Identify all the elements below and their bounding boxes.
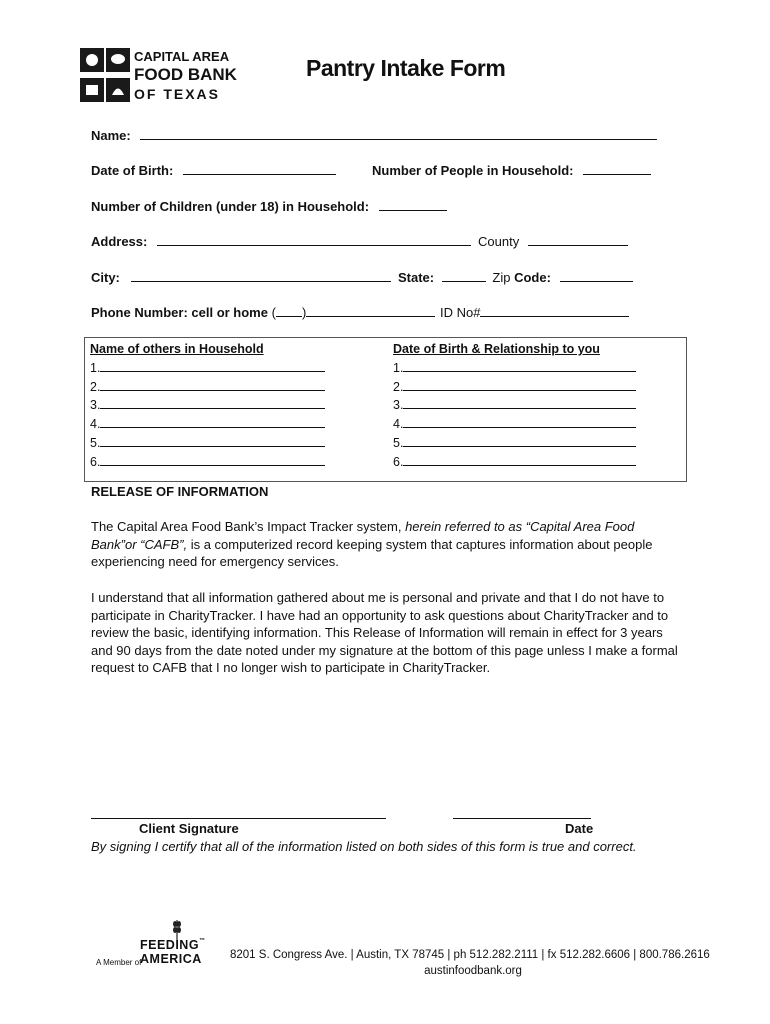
america-text: AMERICA bbox=[140, 952, 202, 966]
household-dob-entry[interactable] bbox=[393, 453, 636, 472]
household-dob-column bbox=[393, 341, 636, 472]
certification-text: By signing I certify that all of the information listed on both sides of this form is true and correct. bbox=[91, 839, 637, 854]
release-p1-italic: herein referred to as “Capital Area Food Bank”or “CAFB”, bbox=[91, 519, 635, 552]
trademark: ™ bbox=[199, 938, 206, 944]
release-heading: RELEASE OF INFORMATION bbox=[91, 484, 269, 499]
entry-number: 4. bbox=[393, 417, 404, 432]
entry-number: 1. bbox=[90, 360, 101, 375]
dob-label: Date of Birth: bbox=[91, 163, 174, 178]
client-signature-label: Client Signature bbox=[139, 821, 239, 836]
name-label: Name: bbox=[91, 128, 131, 143]
household-name-field[interactable] bbox=[100, 453, 325, 466]
county-field[interactable] bbox=[528, 233, 628, 246]
state-label: State: bbox=[398, 270, 435, 285]
household-name-entry[interactable] bbox=[90, 434, 325, 453]
household-count-field[interactable] bbox=[583, 162, 651, 175]
household-name-field[interactable] bbox=[100, 378, 325, 391]
household-count-label: Number of People in Household: bbox=[372, 163, 574, 178]
phone-label: Phone Number: cell or home bbox=[91, 305, 268, 320]
logo-line-3: OF TEXAS bbox=[134, 86, 221, 102]
household-dob-entry[interactable] bbox=[393, 434, 636, 453]
household-dob-field[interactable] bbox=[403, 359, 636, 372]
household-dob-field[interactable] bbox=[403, 434, 636, 447]
date-signature-line[interactable] bbox=[453, 818, 591, 819]
food-bank-logo-icon bbox=[80, 48, 130, 102]
logo-line-2: FOOD BANK bbox=[134, 65, 237, 84]
household-name-entry[interactable] bbox=[90, 378, 325, 397]
children-field[interactable] bbox=[379, 198, 447, 211]
name-row bbox=[91, 127, 657, 144]
logo-line-1: CAPITAL AREA bbox=[134, 49, 230, 64]
household-name-field[interactable] bbox=[100, 359, 325, 372]
household-dob-field[interactable] bbox=[403, 453, 636, 466]
city-field[interactable] bbox=[131, 269, 391, 282]
entry-number: 2. bbox=[393, 379, 404, 394]
entry-number: 1. bbox=[393, 360, 404, 375]
entry-number: 3. bbox=[393, 398, 404, 413]
children-label: Number of Children (under 18) in Household: bbox=[91, 199, 370, 214]
zip-field[interactable] bbox=[560, 269, 633, 282]
household-dob-header: Date of Birth & Relationship to you bbox=[393, 342, 600, 356]
id-label: ID No# bbox=[440, 305, 481, 320]
county-row bbox=[478, 233, 628, 250]
date-label: Date bbox=[565, 821, 594, 836]
household-name-entry[interactable] bbox=[90, 453, 325, 472]
dob-field[interactable] bbox=[183, 162, 336, 175]
release-p1-start: The Capital Area Food Bank’s Impact Tracker system, bbox=[91, 519, 406, 534]
household-table bbox=[84, 337, 687, 482]
address-field[interactable] bbox=[157, 233, 471, 246]
children-row bbox=[91, 198, 447, 215]
release-paragraph-2: I understand that all information gathered about me is personal and private and that I do not have to participate in CharityTracker. I have had an opportunity to ask questions about CharityTracker and to review the basic, identifying information. This Release of Information will remain in effect for 3 years and 90 days from the date noted under my signature at the bottom of this page unless I make a formal request to CAFB that I no longer wish to participate in CharityTracker. bbox=[91, 590, 678, 675]
county-label: County bbox=[478, 234, 520, 249]
page-title: Pantry Intake Form bbox=[306, 55, 506, 81]
household-name-field[interactable] bbox=[100, 415, 325, 428]
client-signature-line[interactable] bbox=[91, 818, 386, 819]
phone-paren-open: ( bbox=[271, 305, 276, 320]
address-row bbox=[91, 233, 471, 250]
release-paragraph-1 bbox=[91, 518, 681, 571]
phone-number-field[interactable] bbox=[306, 304, 435, 317]
phone-paren-close: ) bbox=[301, 305, 307, 320]
zip-code-label: Code: bbox=[514, 270, 551, 285]
food-bank-logo bbox=[80, 48, 240, 108]
phone-row bbox=[91, 304, 435, 321]
feeding-america-logo bbox=[96, 918, 206, 966]
household-name-field[interactable] bbox=[100, 396, 325, 409]
household-dob-entry[interactable] bbox=[393, 396, 636, 415]
feeding-text: FEEDING bbox=[140, 938, 200, 952]
household-names-header: Name of others in Household bbox=[90, 342, 264, 356]
zip-label: Zip bbox=[492, 270, 511, 285]
entry-number: 3. bbox=[90, 398, 101, 413]
household-dob-field[interactable] bbox=[403, 396, 636, 409]
city-label: City: bbox=[91, 270, 120, 285]
entry-number: 5. bbox=[90, 435, 101, 450]
household-dob-entry[interactable] bbox=[393, 378, 636, 397]
id-row bbox=[440, 304, 629, 321]
release-p1-end: is a computerized record keeping system that captures information about people experiencing need for emergency services. bbox=[91, 536, 653, 569]
member-of-text: A Member of bbox=[96, 958, 142, 967]
id-field[interactable] bbox=[480, 304, 629, 317]
entry-number: 2. bbox=[90, 379, 101, 394]
address-label: Address: bbox=[91, 234, 148, 249]
state-zip-row bbox=[398, 269, 633, 286]
entry-number: 6. bbox=[393, 454, 404, 469]
household-dob-field[interactable] bbox=[403, 378, 636, 391]
household-name-entry[interactable] bbox=[90, 396, 325, 415]
household-dob-entry[interactable] bbox=[393, 359, 636, 378]
entry-number: 4. bbox=[90, 417, 101, 432]
household-name-field[interactable] bbox=[100, 434, 325, 447]
household-name-entry[interactable] bbox=[90, 415, 325, 434]
household-count-row bbox=[372, 162, 651, 179]
footer-website[interactable]: austinfoodbank.org bbox=[424, 965, 522, 977]
household-name-entry[interactable] bbox=[90, 359, 325, 378]
entry-number: 5. bbox=[393, 435, 404, 450]
state-field[interactable] bbox=[442, 269, 486, 282]
entry-number: 6. bbox=[90, 454, 101, 469]
name-field[interactable] bbox=[140, 127, 657, 140]
household-names-column bbox=[90, 341, 325, 472]
household-dob-field[interactable] bbox=[403, 415, 636, 428]
dob-row bbox=[91, 162, 336, 179]
city-row bbox=[91, 269, 391, 286]
phone-area-code-field[interactable] bbox=[276, 304, 302, 317]
wheat-icon bbox=[172, 918, 182, 940]
footer-address: 8201 S. Congress Ave. | Austin, TX 78745 | ph 512.282.2111 | fx 512.282.6606 | 800.786.2616 bbox=[230, 949, 710, 961]
household-dob-entry[interactable] bbox=[393, 415, 636, 434]
